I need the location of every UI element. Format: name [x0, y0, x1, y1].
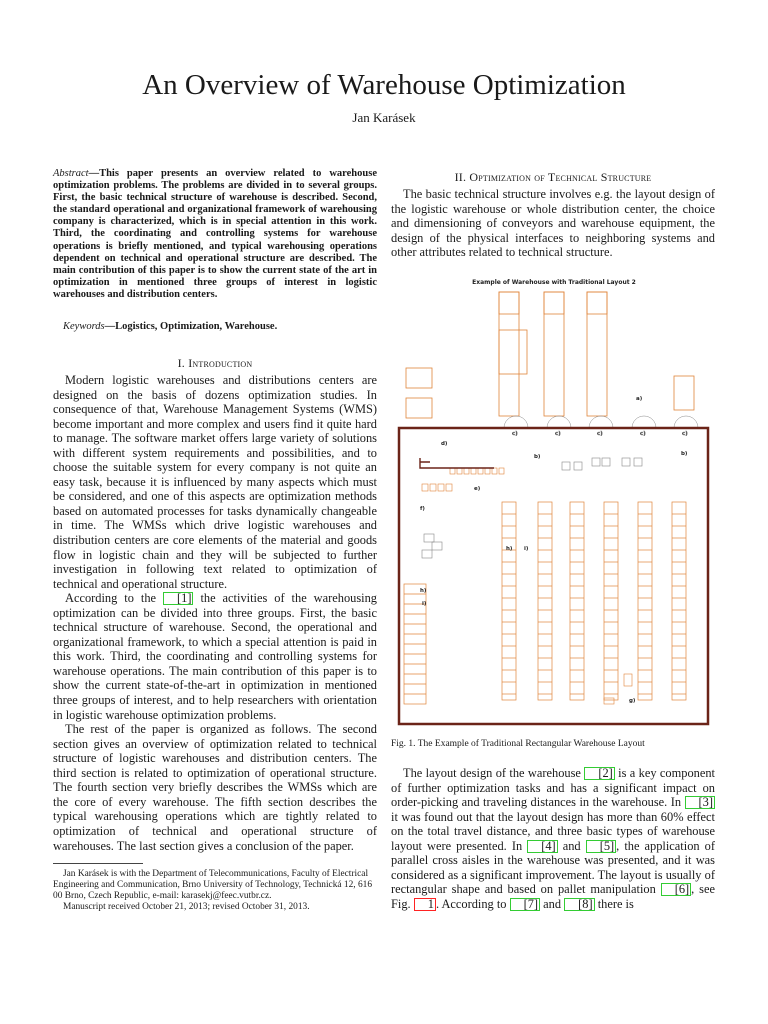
label-h-left: h) — [420, 588, 427, 594]
workstation — [450, 468, 455, 474]
dock-door — [632, 416, 656, 428]
label-c: c) — [597, 431, 603, 437]
office-partition — [420, 458, 494, 468]
pallet-stack — [634, 458, 642, 466]
truck-trailer — [587, 292, 607, 416]
section-1-heading: I. Introduction — [177, 356, 253, 370]
footnote-rule — [53, 863, 143, 864]
loading-cart — [438, 484, 444, 491]
citation-link[interactable]: [8] — [564, 898, 594, 911]
label-c: c) — [555, 431, 561, 437]
intro-paragraph-1: Modern logistic warehouses and distributions centers are designed on the basis of dozens optimization studies. In consequence of that, Warehouse Management Systems (WMS) become important and more complex and users find it quite hard to manage. The software market offers large variety of solutions with different system requirements and possibilities, and to choose the suitable system for every company is not quite an easy task, because it is influenced by many aspects which must be considered, and one of this aspects are optimization methods based on automated processes for tasks dynamically changeable in time. The WMSs which drive logistic warehouses and distribution centers are core elements of the material and goods flow in logistic chain and they will be subjected to further investigation in following text related to optimization of technical and operational structure. — [53, 373, 377, 591]
abstract — [53, 168, 377, 301]
figure-link[interactable]: 1 — [414, 898, 436, 911]
racks-group — [404, 502, 686, 704]
loading-cart — [422, 484, 428, 491]
citation-link[interactable]: [1] — [163, 592, 193, 605]
label-f: f) — [420, 506, 425, 512]
label-i-left: i) — [422, 601, 427, 607]
citation-link[interactable]: [6] — [661, 883, 691, 896]
section-2-intro — [391, 187, 715, 260]
technical-paragraph-2: The layout design of the warehouse [2] is a key component of further optimization tasks and has a significant impact on order-picking and traveling distances in the warehouse. In [3] it was found out that the layout design has more than 60% effect on the total travel distance, and three basic types of warehouse layout were presented. In [4] and [5] , the application of parallel cross aisles in the warehouse was presented, and it was considered as a significant improvement. The layout is usually of rectangular shape and based on pallet manipulation [6] , see Fig. 1 . According to [7] and [8] there is — [391, 766, 715, 911]
trucks-group — [406, 292, 694, 418]
footnote-manuscript: Manuscript received October 21, 2013; revised October 31, 2013. — [63, 902, 310, 912]
label-c: c) — [512, 431, 518, 437]
pallet-stack — [622, 458, 630, 466]
label-c: c) — [640, 431, 646, 437]
section-2-heading: II. Optimization of Technical Structure — [454, 170, 652, 184]
truck-trailer — [544, 292, 564, 416]
truck-trailer — [499, 292, 519, 416]
section-1-body — [53, 373, 377, 853]
dock-door — [589, 416, 613, 428]
pallet-stack — [432, 542, 442, 550]
abstract-text: —This paper presents an overview related to warehouse optimization problems. The problems are divided in to several groups. First, the basic technical structure of warehouse is described. Second, the standard operational and organizational framework of warehousing company is characterized, which is in special attention in this work. Third, the coordinating and controlling systems for warehouse operations is briefly mentioned, and typical warehousing operations dependent on technical and operational structure are described. The main contribution of this paper is to show the current state of the art in optimization in mentioned three groups of interest in logistic warehouses and distribution centers. — [53, 168, 377, 300]
label-c: c) — [682, 431, 688, 437]
truck-cab — [587, 292, 607, 314]
pallet-stack — [422, 550, 432, 558]
dock-doors-group — [504, 416, 698, 437]
citation-link[interactable]: [3] — [685, 796, 715, 809]
pallet-stack — [574, 462, 582, 470]
parked-car — [406, 398, 432, 418]
label-i-center: i) — [524, 546, 529, 552]
label-a: a) — [636, 396, 643, 402]
citation-link[interactable]: [2] — [584, 767, 614, 780]
pallet-stack — [424, 534, 434, 542]
dock-door — [547, 416, 571, 428]
warehouse-layout-diagram — [392, 272, 716, 734]
intro-paragraph-3: The rest of the paper is organized as follows. The second section gives an overview of optimization related to technical structure of logistic warehouses and distribution centers. The third section is related to optimization of operational structure. The fourth section very briefly describes the WMSs which are the core of every warehouse. The fifth section describes the typical warehousing operations which are tightly related to optimization of technical and operational structure of warehouses. The last section gives a conclusion of the paper. — [53, 722, 377, 853]
label-d: d) — [441, 441, 448, 447]
label-g: g) — [629, 698, 636, 704]
pallet-stack — [602, 458, 610, 466]
footnote — [53, 869, 377, 913]
paper-title: An Overview of Warehouse Optimization — [142, 69, 626, 101]
figure-caption: Fig. 1. The Example of Traditional Rectangular Warehouse Layout — [391, 739, 645, 749]
abstract-label: Abstract — [53, 168, 89, 179]
citation-link[interactable]: [5] — [586, 840, 616, 853]
loading-cart — [430, 484, 436, 491]
workstation — [471, 468, 476, 474]
pallet-stack — [592, 458, 600, 466]
footnote-affiliation: Jan Karásek is with the Department of Telecommunications, Faculty of Electrical Engineering and Communication, Brno University of Technology, Technická 12, 616 00 Brno, Czech Republic, e-mail: karasekj@feec.vutbr.cz. — [53, 869, 373, 901]
forklift — [624, 674, 632, 686]
label-e: e) — [474, 486, 481, 492]
keywords-text: —Logistics, Optimization, Warehouse. — [104, 321, 278, 332]
pallet-jack — [604, 698, 614, 704]
citation-link[interactable]: [7] — [510, 898, 540, 911]
van — [674, 376, 694, 410]
workstation — [464, 468, 469, 474]
van — [499, 330, 527, 374]
equipment-group — [422, 458, 642, 704]
dock-door — [674, 416, 698, 428]
warehouse-wall — [399, 428, 708, 724]
section-2-body — [391, 766, 715, 911]
technical-paragraph-1: The basic technical structure involves e.g. the layout design of the logistic warehouse or whole distribution center, the choice and dimensioning of conveyors and warehouse equipment, the design of the physical interfaces to neighboring systems and other attributes related to technical structure. — [391, 187, 715, 260]
dock-door — [504, 416, 528, 428]
loading-cart — [446, 484, 452, 491]
workstation — [485, 468, 490, 474]
workstation — [492, 468, 497, 474]
workstation — [499, 468, 504, 474]
figure-title: Example of Warehouse with Traditional Layout 2 — [472, 279, 636, 286]
keywords — [53, 321, 377, 333]
workstation — [457, 468, 462, 474]
warehouse-layout-figure — [392, 272, 716, 734]
truck-cab — [544, 292, 564, 314]
label-b-left: b) — [534, 454, 541, 460]
citation-link[interactable]: [4] — [527, 840, 557, 853]
author-name: Jan Karásek — [352, 110, 416, 125]
intro-paragraph-2: According to the [1] the activities of the warehousing optimization can be divided into three groups. First, the basic technical structure of warehouse. Second, the operational and organizational framework, to which a special attention is paid in this work. Third, the coordinating and controlling systems for warehouse operations. The main contribution of this paper is to show the current state-of-the-art in optimization in mentioned three groups of interest, and to help researchers with orientation in logistic warehouse optimization problems. — [53, 591, 377, 722]
label-h-center: h) — [506, 546, 513, 552]
parked-car — [406, 368, 432, 388]
truck-cab — [499, 292, 519, 314]
label-b-right: b) — [681, 451, 688, 457]
pallet-stack — [562, 462, 570, 470]
workstation — [478, 468, 483, 474]
keywords-label: Keywords — [63, 321, 105, 332]
